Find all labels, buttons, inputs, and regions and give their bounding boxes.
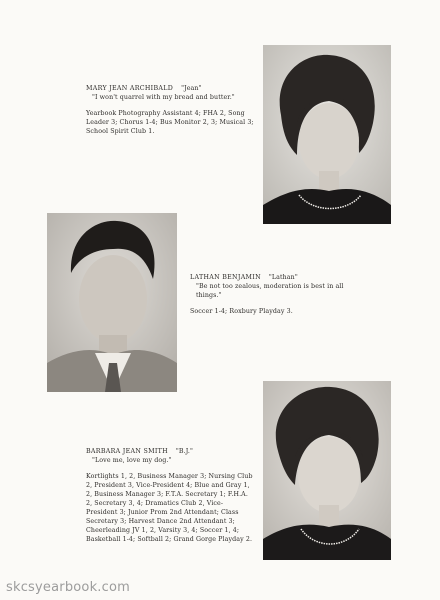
student-entry-benjamin: [190, 273, 355, 316]
student-entry-archibald: [86, 84, 254, 136]
student-nickname: "Lathan": [268, 274, 298, 281]
student-quote: "Love me, love my dog.": [92, 457, 172, 464]
student-activities: Kortlights 1, 2, Business Manager 3; Nursing Club 2, President 3, Vice-President 4; Blue and Gray 1, 2, Business Manager 3; F.T.A. Secretary 1; F.H.A. 2, Secretary 3, 4; Dramatics Club 2, Vice-President 3; Junior Prom 2nd Attendant; Class Secretary 3; Harvest Dance 2nd Attendant 3; Cheerleading JV 1, 2, Varsity 3, 4; Soccer 1, 4; Basketball 1-4; Softball 2; Grand Gorge Playday 2.: [86, 473, 253, 543]
student-quote: "I won't quarrel with my bread and butter.": [92, 94, 235, 101]
student-name: LATHAN BENJAMIN: [190, 274, 261, 281]
student-activities: Soccer 1-4; Roxbury Playday 3.: [190, 308, 293, 315]
student-nickname: "Jean": [181, 85, 202, 92]
student-nickname: "B.J.": [175, 448, 193, 455]
portrait-photo-smith: [263, 381, 391, 560]
portrait-photo-archibald: [263, 45, 391, 224]
student-name: MARY JEAN ARCHIBALD: [86, 85, 174, 92]
student-quote: "Be not too zealous, moderation is best in all things.": [196, 283, 344, 299]
student-activities: Yearbook Photography Assistant 4; FHA 2, Song Leader 3; Chorus 1-4; Bus Monitor 2, 3; Musical 3; School Spirit Club 1.: [86, 110, 254, 135]
student-entry-smith: [86, 447, 254, 544]
portrait-photo-benjamin: [47, 213, 177, 392]
watermark-text: skcsyearbook.com: [6, 580, 131, 595]
student-name: BARBARA JEAN SMITH: [86, 448, 168, 455]
